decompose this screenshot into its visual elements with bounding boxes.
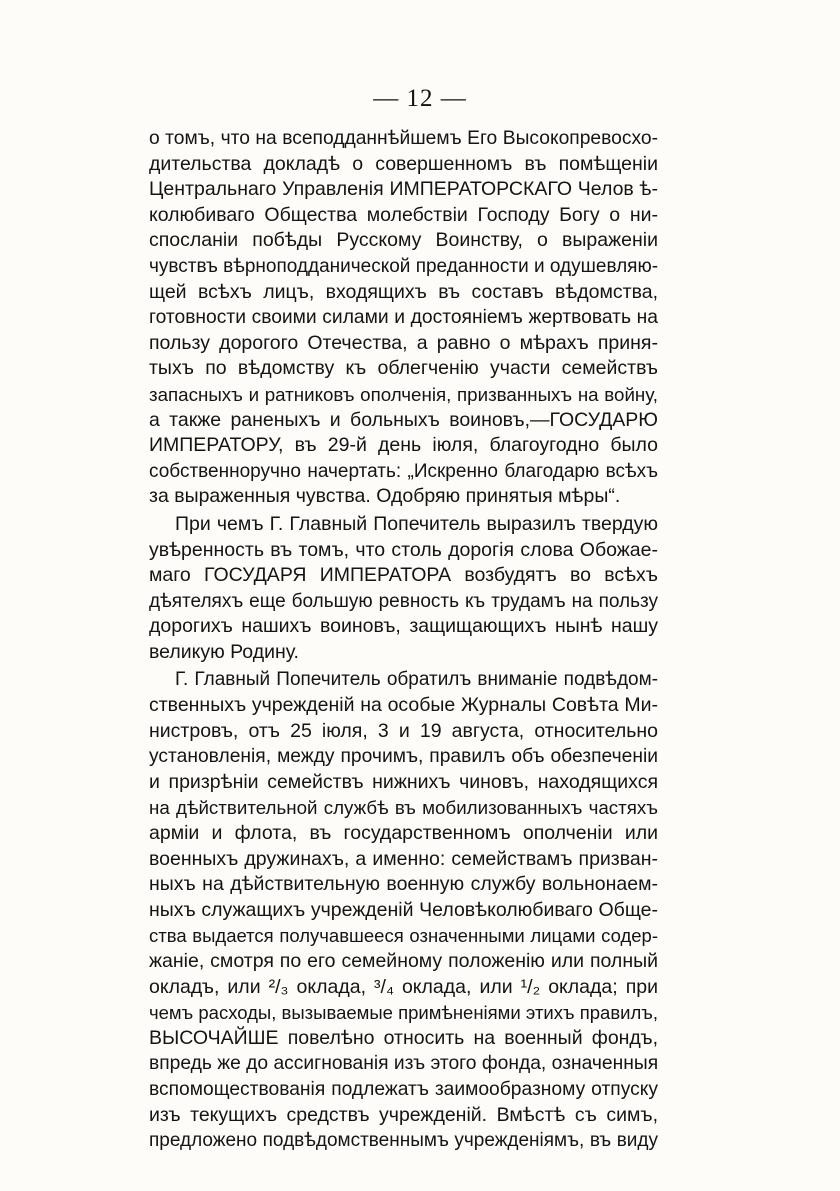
text-line: ИМПЕРАТОРУ, въ 29-й день іюля, благоугодно было: [149, 434, 658, 457]
text-line: Центральнаго Управленія ИМПЕРАТОРСКАГО Челов ѣ-: [149, 178, 658, 201]
text-line: ственныхъ учрежденій на особые Журналы Совѣта Ми-: [149, 694, 658, 717]
text-line: чувствъ вѣрноподданической преданности и одушевляю-: [149, 255, 659, 277]
text-line: маго ГОСУДАРЯ ИМПЕРАТОРА возбудятъ во всѣхъ: [149, 564, 658, 587]
text-line: установленія, между прочимъ, правилъ объ обезпеченіи: [149, 746, 658, 768]
text-line: а также раненыхъ и больныхъ воиновъ,—ГОСУДАРЮ: [149, 408, 658, 431]
text-line: нистровъ, отъ 25 іюля, 3 и 19 августа, относительно: [149, 719, 658, 742]
text-line: чемъ расходы, вызываемые примѣненіями этихъ правилъ,: [149, 1002, 658, 1024]
paragraph-3: [149, 667, 658, 1153]
text-line: ныхъ на дѣйствительную военную службу вольнонаем-: [149, 873, 658, 896]
text-line: предложено подвѣдомственнымъ учрежденіямъ, въ виду: [149, 1130, 658, 1152]
text-line: пользу дорогого Отечества, а равно о мѣрахъ приня-: [149, 331, 658, 354]
text-line: спосланіи побѣды Русскому Воинству, о выраженіи: [149, 229, 658, 252]
text-line: щей всѣхъ лицъ, входящихъ въ составъ вѣдомства,: [149, 280, 658, 303]
text-line: вспомоществованія подлежатъ заимообразному отпуску: [149, 1078, 658, 1100]
text-line: ства выдается получавшееся означенными лицами содер-: [149, 925, 658, 947]
text-line: великую Родину.: [149, 640, 299, 663]
text-line: запасныхъ и ратниковъ ополченія, призванныхъ на войну,: [149, 383, 658, 405]
text-line: тыхъ по вѣдомству къ облегченію участи семействъ: [149, 357, 658, 380]
text-line: арміи и флота, въ государственномъ ополченіи или: [149, 822, 658, 845]
text-line: жаніе, смотря по его семейному положенію или полный: [149, 950, 658, 972]
text-line: ныхъ служащихъ учрежденій Человѣколюбиваго Обще-: [149, 898, 658, 921]
text-line: дительства докладѣ о совершенномъ въ помѣщеніи: [149, 152, 658, 175]
text-line: за выраженныя чувства. Одобряю принятыя мѣры“.: [149, 485, 621, 508]
text-line: При чемъ Г. Главный Попечитель выразилъ твердую: [175, 512, 658, 535]
text-line: впредь же до ассигнованія изъ этого фонда, означенныя: [149, 1053, 659, 1075]
text-line: дѣятеляхъ еще большую ревность къ трудамъ на пользу: [149, 590, 658, 612]
page-number: — 12 —: [373, 85, 467, 112]
text-line: Г. Главный Попечитель обратилъ вниманіе подвѣдом-: [175, 669, 658, 691]
text-line: окладъ, или ²/₃ оклада, ³/₄ оклада, или ¹/₂ оклада; при: [149, 975, 658, 998]
text-line: увѣренность въ томъ, что столь дорогія слова Обожае-: [149, 538, 658, 561]
text-line: собственноручно начертать: „Искренно благодарю всѣхъ: [149, 460, 658, 482]
text-line: о томъ, что на всеподданнѣйшемъ Его Высокопревосхо-: [149, 128, 658, 149]
paragraph-2: [149, 512, 658, 666]
text-line: военныхъ дружинахъ, а именно: семействамъ призван-: [149, 847, 658, 870]
text-line: колюбиваго Общества молебствіи Господу Богу о ни-: [149, 203, 658, 226]
text-line: и призрѣніи семействъ нижнихъ чиновъ, находящихся: [149, 770, 658, 793]
text-line: изъ текущихъ средствъ учрежденій. Вмѣстѣ съ симъ,: [149, 1103, 658, 1126]
text-line: готовности своими силами и достояніемъ жертвовать на: [149, 307, 658, 329]
text-line: ВЫСОЧАЙШЕ повелѣно относить на военный фондъ,: [149, 1026, 658, 1049]
text-line: дорогихъ нашихъ воиновъ, защищающихъ нынѣ нашу: [149, 615, 658, 638]
paragraph-1: [149, 126, 658, 510]
text-line: на дѣйствительной службѣ въ мобилизованныхъ частяхъ: [149, 797, 658, 819]
body-text: [149, 126, 658, 1154]
